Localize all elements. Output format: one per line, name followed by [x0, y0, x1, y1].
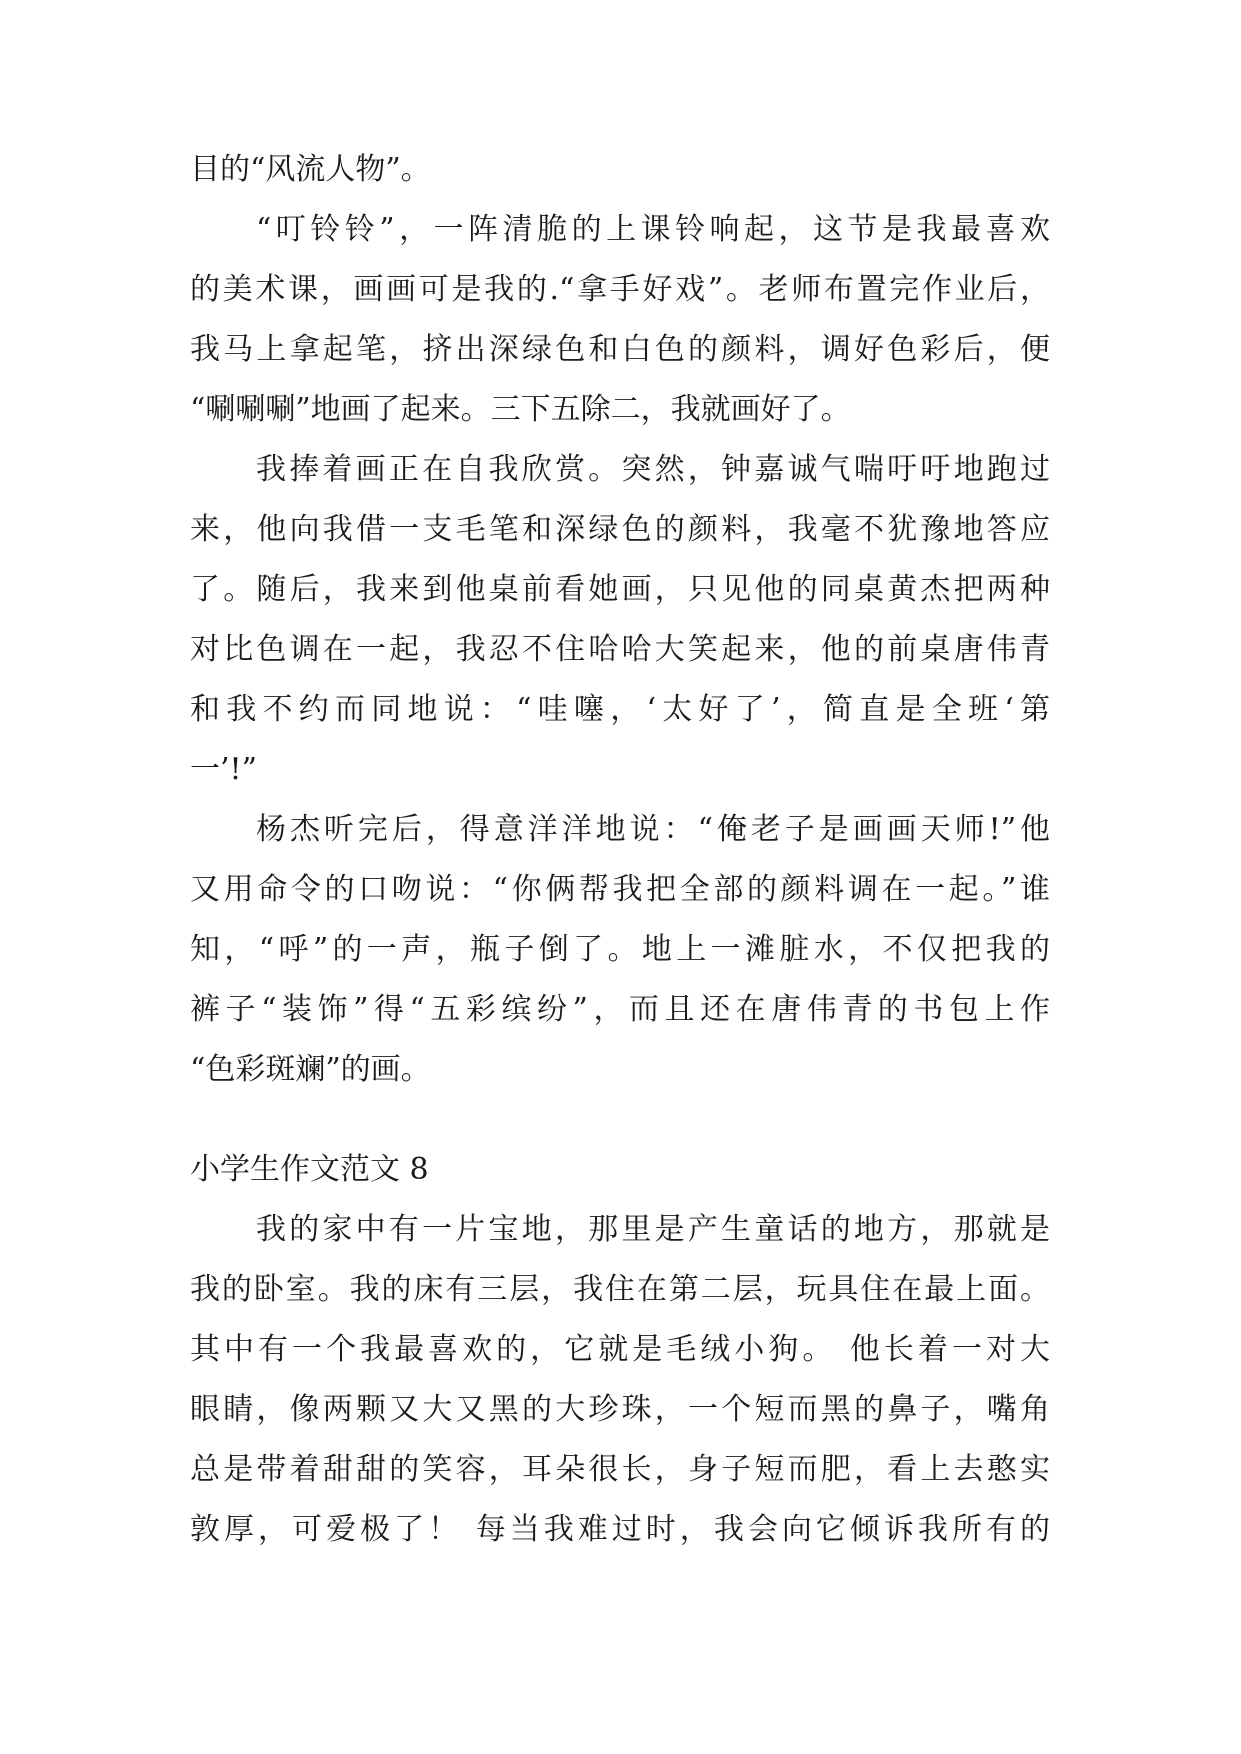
paragraph-line: 杨杰听完后，得意洋洋地说：“俺老子是画画天师!”他	[256, 812, 1050, 847]
paragraph-line: 我的卧室。我的床有三层，我住在第二层，玩具住在最上面。	[190, 1272, 1050, 1307]
paragraph-line: 目的“风流人物”。	[190, 152, 431, 187]
paragraph-line: 知，“呼”的一声，瓶子倒了。地上一滩脏水，不仅把我的	[190, 932, 1050, 967]
section-heading: 小学生作文范文 8	[190, 1152, 429, 1187]
paragraph-line: 对比色调在一起，我忍不住哈哈大笑起来，他的前桌唐伟青	[190, 632, 1050, 667]
paragraph-line: 了。随后，我来到他桌前看她画，只见他的同桌黄杰把两种	[190, 572, 1050, 607]
paragraph-line: “色彩斑斓”的画。	[190, 1052, 431, 1087]
paragraph-line: 总是带着甜甜的笑容，耳朵很长，身子短而肥，看上去憨实	[190, 1452, 1050, 1487]
paragraph-line: 的美术课，画画可是我的.“拿手好戏”。老师布置完作业后，	[190, 272, 1050, 307]
paragraph-line: 敦厚，可爱极了！ 每当我难过时，我会向它倾诉我所有的	[190, 1512, 1050, 1547]
paragraph-line: 裤子“装饰”得“五彩缤纷”，而且还在唐伟青的书包上作	[190, 992, 1050, 1027]
paragraph-line: 我的家中有一片宝地，那里是产生童话的地方，那就是	[256, 1212, 1050, 1247]
paragraph-line: 我马上拿起笔，挤出深绿色和白色的颜料，调好色彩后，便	[190, 332, 1050, 367]
paragraph-line: 和我不约而同地说：“哇噻，‘太好了’，简直是全班‘第	[190, 692, 1050, 727]
paragraph-line: 眼睛，像两颗又大又黑的大珍珠，一个短而黑的鼻子，嘴角	[190, 1392, 1050, 1427]
paragraph-line: “叮铃铃”，一阵清脆的上课铃响起，这节是我最喜欢	[256, 212, 1050, 247]
paragraph-line: “唰唰唰”地画了起来。三下五除二，我就画好了。	[190, 392, 851, 427]
paragraph-line: 我捧着画正在自我欣赏。突然，钟嘉诚气喘吁吁地跑过	[256, 452, 1050, 487]
paragraph-line: 一’!”	[190, 752, 257, 787]
paragraph-line: 其中有一个我最喜欢的，它就是毛绒小狗。 他长着一对大	[190, 1332, 1050, 1367]
paragraph-line: 来，他向我借一支毛笔和深绿色的颜料，我毫不犹豫地答应	[190, 512, 1050, 547]
paragraph-line: 又用命令的口吻说：“你俩帮我把全部的颜料调在一起。”谁	[190, 872, 1050, 907]
